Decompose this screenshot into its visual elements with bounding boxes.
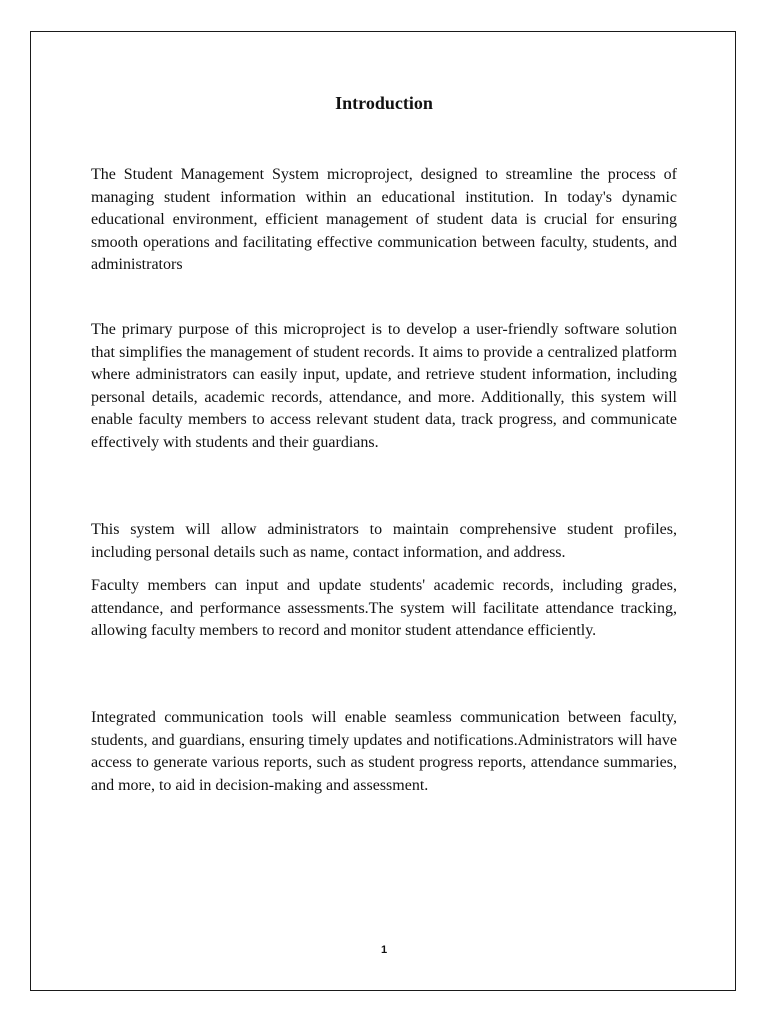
paragraph-5: Integrated communication tools will enable seamless communication between faculty, students, and guardians, ensuring timely updates and notifications.Administrators will have access to generate various reports, such as student progress reports, attendance summaries, and more, to aid in decision-making and assessment. xyxy=(91,709,677,794)
paragraph-1: The Student Management System microproject, designed to streamline the process of managing student information within an educational institution. In today's dynamic educational environment, efficient management of student data is crucial for ensuring smooth operations and facilitating effective communication between faculty, students, and administrators xyxy=(91,166,677,274)
page-number: 1 xyxy=(380,944,388,956)
paragraph-4: Faculty members can input and update students' academic records, including grades, attendance, and performance assessments.The system will facilitate attendance tracking, allowing faculty members to record and monitor student attendance efficiently. xyxy=(91,577,677,640)
paragraph-3: This system will allow administrators to maintain comprehensive student profiles, including personal details such as name, contact information, and address. xyxy=(91,521,677,561)
paragraph-2: The primary purpose of this microproject is to develop a user-friendly software solution that simplifies the management of student records. It aims to provide a centralized platform where administrators can easily input, update, and retrieve student information, including personal details, academic records, attendance, and more. Additionally, this system will enable faculty members to access relevant student data, track progress, and communicate effectively with students and their guardians. xyxy=(91,321,677,451)
page-title: Introduction xyxy=(335,93,433,113)
